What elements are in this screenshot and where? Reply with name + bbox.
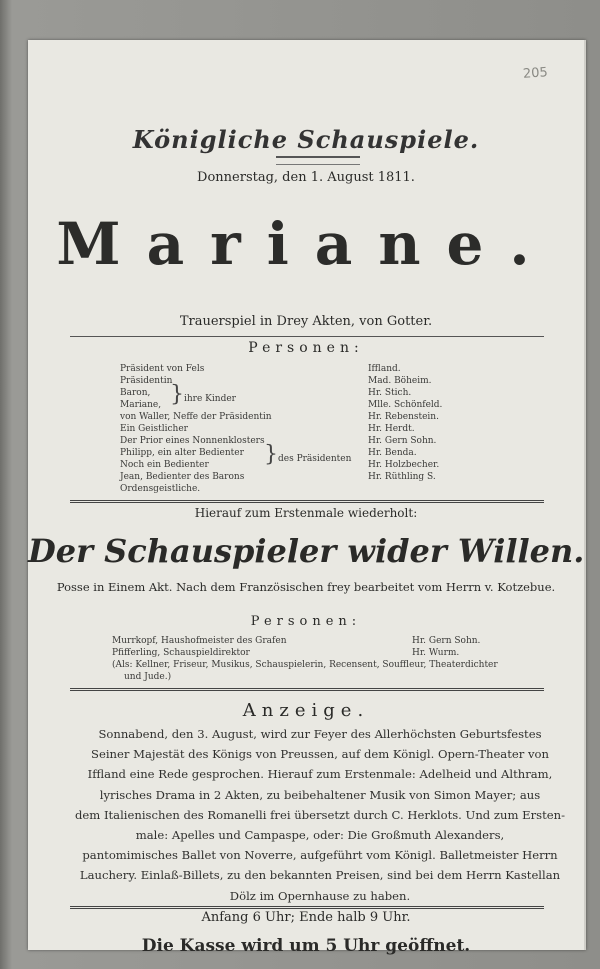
- cast-actor: Hr. Holzbecher.: [368, 460, 440, 470]
- brace-symbol: }: [170, 382, 184, 407]
- play1-subtitle: Trauerspiel in Drey Akten, von Gotter.: [179, 314, 433, 329]
- performance-date: Donnerstag, den 1. August 1811.: [197, 170, 415, 185]
- cast-role: Präsident von Fels: [120, 364, 205, 374]
- cast-actor: Hr. Stich.: [368, 388, 412, 398]
- performance-times: Anfang 6 Uhr; Ende halb 9 Uhr.: [201, 910, 411, 925]
- cast-role: Mariane,: [120, 400, 162, 410]
- anzeige-line: dem Italienischen des Romanelli frei übersetzt durch C. Herklots. Und zum Ersten-: [74, 807, 566, 822]
- brace-symbol: }: [264, 442, 278, 467]
- cast-actor: Hr. Benda.: [368, 448, 417, 458]
- brace-note-children: ihre Kinder: [184, 394, 236, 404]
- cast-actor: Hr. Wurm.: [412, 648, 460, 658]
- divider: [70, 500, 544, 503]
- box-office-notice: Die Kasse wird um 5 Uhr geöffnet.: [141, 936, 471, 956]
- cast-role: Noch ein Bedienter: [120, 460, 209, 470]
- archive-page-number: 205: [522, 65, 549, 82]
- cast-role: Jean, Bedienter des Barons: [120, 472, 245, 482]
- cast-actor: Hr. Rebenstein.: [368, 412, 439, 422]
- cast-actor: Iffland.: [368, 364, 401, 374]
- play2-personen-heading: Personen:: [250, 614, 362, 629]
- cast-role: Präsidentin: [120, 376, 173, 386]
- divider: [70, 906, 544, 909]
- cast-role: Philipp, ein alter Bedienter: [120, 448, 244, 458]
- playbill-sheet: [28, 40, 586, 956]
- anzeige-line: male: Apelles und Campaspe, oder: Die Großmuth Alexanders,: [135, 828, 505, 843]
- anzeige-line: Iffland eine Rede gesprochen. Hierauf zum Erstenmale: Adelheid und Althram,: [87, 767, 553, 782]
- cast-role: Pfifferling, Schauspieldirektor: [112, 648, 250, 658]
- cast-role: Ordensgeistliche.: [120, 484, 201, 494]
- cast-actor: Hr. Rüthling S.: [368, 472, 436, 482]
- cast-actor: Hr. Gern Sohn.: [412, 636, 481, 646]
- cast-actor: Hr. Gern Sohn.: [368, 436, 437, 446]
- cast-actor: Hr. Herdt.: [368, 424, 415, 434]
- anzeige-line: lyrisches Drama in 2 Akten, zu beibehaltener Musik von Simon Mayer; aus: [99, 787, 541, 802]
- cast-actor: Mad. Böheim.: [368, 376, 432, 386]
- title-ornament: [276, 156, 360, 165]
- anzeige-line: Sonnabend, den 3. August, wird zur Feyer des Allerhöchsten Geburtsfestes: [98, 727, 542, 741]
- play1-title: Mariane.: [56, 210, 556, 278]
- cast-role: Baron,: [120, 388, 151, 398]
- cast-extras: (Als: Kellner, Friseur, Musikus, Schauspielerin, Recensent, Souffleur, Theaterdichter: [112, 660, 498, 670]
- anzeige-line: Seiner Majestät des Königs von Preussen, auf dem Königl. Opern-Theater von: [91, 747, 549, 762]
- cast-role: Ein Geistlicher: [120, 424, 188, 434]
- cast-role: Murrkopf, Haushofmeister des Grafen: [112, 636, 287, 646]
- theatre-title: Königliche Schauspiele.: [132, 125, 480, 154]
- anzeige-line: pantomimisches Ballet von Noverre, aufgeführt vom Königl. Balletmeister Herrn: [82, 848, 558, 863]
- anzeige-line: Lauchery. Einlaß-Billets, zu den bekannten Preisen, sind bei dem Herrn Kastellan: [79, 868, 561, 883]
- anzeige-heading: Anzeige.: [242, 700, 370, 721]
- divider: [70, 336, 544, 337]
- cast-role: Der Prior eines Nonnenklosters: [120, 436, 265, 446]
- cast-actor: Mlle. Schönfeld.: [368, 400, 443, 410]
- play2-subtitle: Posse in Einem Akt. Nach dem Französischen frey bearbeitet vom Herrn v. Kotzebue.: [56, 580, 556, 594]
- cast-extras: und Jude.): [124, 672, 172, 682]
- play2-title: Der Schauspieler wider Willen.: [28, 532, 585, 570]
- anzeige-text: [70, 724, 570, 906]
- anzeige-line: Dölz im Opernhause zu haben.: [229, 888, 411, 903]
- play1-personen-heading: Personen:: [248, 340, 364, 356]
- cast-role: von Waller, Neffe der Präsidentin: [120, 412, 272, 422]
- brace-note-servants: des Präsidenten: [278, 454, 352, 464]
- play2-intro: Hierauf zum Erstenmale wiederholt:: [194, 506, 418, 520]
- divider: [70, 688, 544, 691]
